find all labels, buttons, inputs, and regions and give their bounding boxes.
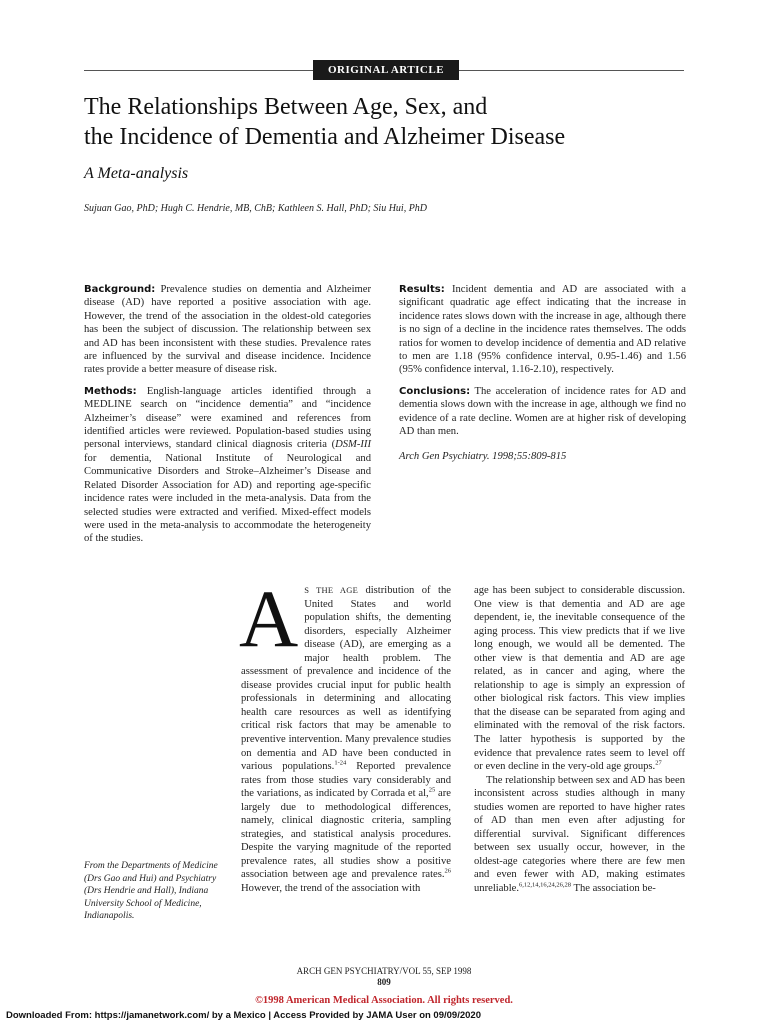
article-title [84, 92, 684, 152]
abstract-conclusions [399, 385, 686, 439]
reference-3: 26 [444, 867, 451, 875]
abstract-column-right [399, 283, 686, 472]
methods-label: Methods: [84, 385, 137, 397]
abstract-background [84, 283, 371, 377]
download-notice: Downloaded From: https://jamanetwork.com/ by a Mexico | Access Provided by JAMA User on 09/09/2020 [6, 1010, 481, 1021]
body-paragraph-1 [239, 573, 451, 896]
copyright-notice: ©1998 American Medical Association. All rights reserved. [255, 995, 513, 1006]
abstract-column-left [84, 283, 371, 554]
methods-text-a: English-language articles identified through a MEDLINE search on “incidence dementia” and “incidence Alzheimer’s disease” were examined and references from identified articles were reviewed. Population-based studies using personal interviews, standard clinical diagnosis criteria ( [84, 385, 371, 451]
methods-dsm: DSM-III [335, 439, 371, 451]
title-line-2: the Incidence of Dementia and Alzheimer Disease [84, 124, 566, 150]
body-column-right [474, 584, 685, 896]
background-label: Background: [84, 284, 156, 295]
abstract-methods [84, 385, 371, 546]
reference-4: 27 [655, 759, 662, 767]
results-label: Results: [399, 284, 445, 295]
reference-5: 6,12,14,16,24,26,28 [519, 881, 572, 889]
journal-citation: Arch Gen Psychiatry. 1998;55:809-815 [399, 451, 567, 463]
body-column-left [239, 573, 451, 896]
abstract-results [399, 283, 686, 377]
author-affiliation: From the Departments of Medicine (Drs Gao and Hui) and Psychiatry (Drs Hendrie and Hall), Indiana University School of Medicine, Indianapolis. [84, 861, 218, 921]
journal-footer: ARCH GEN PSYCHIATRY/VOL 55, SEP 1998 [296, 966, 472, 976]
reference-2: 25 [428, 786, 436, 794]
methods-text-b: for dementia, National Institute of Neurological and Communicative Disorders and Stroke–Alzheimer’s Disease and Related Disorder Association for AD) and reporting age-specific incidence rates were included in the meta-analysis. Data from the selected studies were extracted and verified. Mixed-effect models were used in the meta-analysis to accommodate the heterogeneity of the studies. [84, 452, 371, 545]
body-text-3a: The relationship between sex and AD has been inconsistent across studies although in many studies women are reported to have higher rates of AD than men even after adjusting for differential survival. Significant differences between sex usually occur, however, in the oldest-age categories where there are few men and even fewer with AD, making estimates unreliable. [474, 774, 685, 895]
drop-cap: A [239, 573, 299, 664]
reference-1: 1-24 [334, 759, 347, 767]
opening-smallcaps: S THE AGE [304, 585, 358, 595]
body-text-1b: Reported prevalence rates from those studies vary considerably and the variations, as indicated by Corrada et al, [241, 761, 451, 800]
body-text-1a: distribution of the United States and world population shifts, the dementing disorders, especially Alzheimer disease (AD), are emerging as a major health problem. The assessment of prevalence and incidence of the disease provides crucial input for public health professionals in determining and allocating health care resources as well as identifying critical risk factors that may be amenable to preventive intervention. Many prevalence studies on dementia and AD have been conducted in various populations. [241, 585, 451, 773]
body-text-3b: The association be- [571, 883, 656, 895]
body-paragraph-3 [474, 774, 685, 896]
results-text: Incident dementia and AD are associated with a significant quadratic age effect indicating that the increase in incidence rates slows down with the increase in age, although there is no sign of a decline in the incidence rates themselves. The odds ratios for women to develop incidence of dementia and AD relative to men are 1.18 (95% confidence interval, 0.95-1.46) and 1.56 (95% confidence interval, 1.16-2.10), respectively. [399, 284, 686, 376]
title-line-1: The Relationships Between Age, Sex, and [84, 94, 488, 120]
page-number: 809 [377, 977, 391, 987]
body-text-2: age has been subject to considerable discussion. One view is that dementia and AD are age dependent, ie, the inevitable consequence of the aging process. This view predicts that if we live long enough, we would all be demented. The other view is that dementia and AD are age related, as in cancer and aging, where the relationship to age is simply an expression of other biological risk factors. This view implies that the disease can be separated from aging and eliminated with the removal of the risk factors. The latter hypothesis is supported by the evidence that prevalence rates seem to level off or even decline in the very-old age groups. [474, 585, 685, 773]
background-text: Prevalence studies on dementia and Alzheimer disease (AD) have reported a positive association with age. However, the trend of the association in the oldest-old categories has been the subject of discussion. The relationship between sex and AD has been inconsistent with these studies. Prevalence rates are influenced by the survival and disease incidence. Incidence rates provide a better measure of disease risk. [84, 284, 371, 376]
conclusions-text: The acceleration of incidence rates for AD and dementia slows down with the increase in age, although we find no evidence of a rate decline. Women are at higher risk of developing AD than men. [399, 385, 686, 438]
article-subtitle: A Meta-analysis [84, 165, 189, 182]
body-text-1d: However, the trend of the association with [241, 883, 421, 895]
conclusions-label: Conclusions: [399, 385, 471, 397]
author-list: Sujuan Gao, PhD; Hugh C. Hendrie, MB, ChB; Kathleen S. Hall, PhD; Siu Hui, PhD [84, 203, 428, 214]
body-paragraph-2 [474, 584, 685, 774]
body-text-1c: are largely due to methodological differences, namely, clinical diagnostic criteria, sampling strategies, and statistical analysis procedures. Despite the varying magnitude of the reported prevalence rates, all studies show a positive association between age and prevalence rates. [241, 788, 451, 881]
article-type-badge: ORIGINAL ARTICLE [313, 60, 459, 80]
